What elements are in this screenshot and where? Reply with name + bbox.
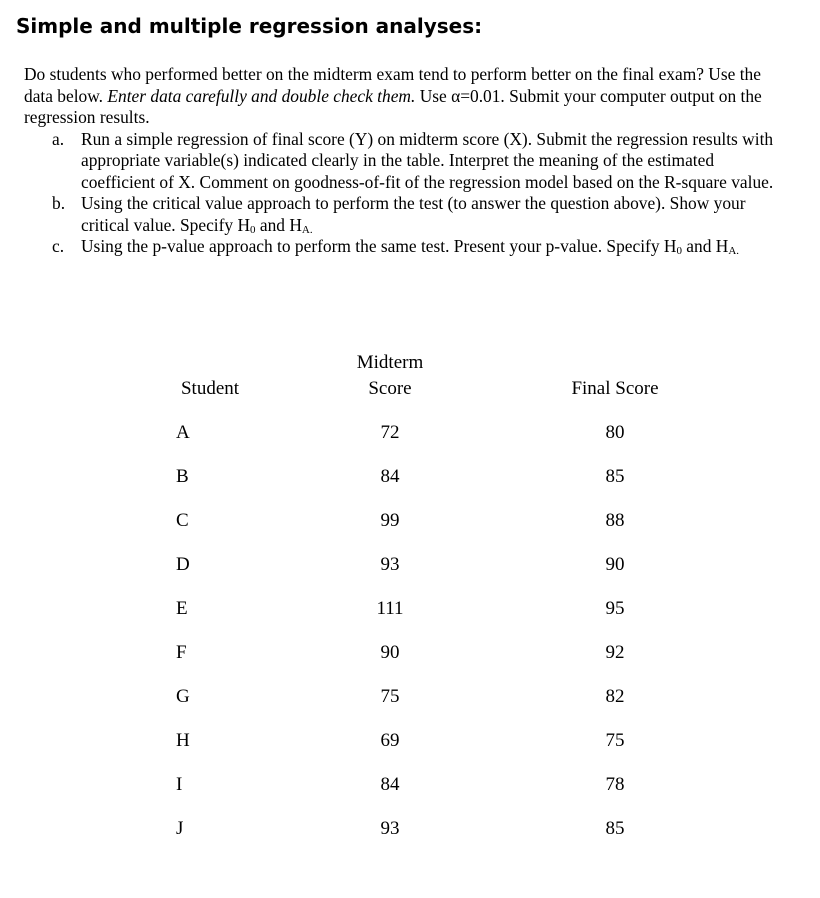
part-c <box>24 236 784 258</box>
part-c-sub-0: 0 <box>676 245 682 257</box>
header-student: Student <box>180 378 240 399</box>
cell-student: E <box>176 598 188 619</box>
part-b-mid: and H <box>255 214 302 235</box>
intro-emphasis: Enter data carefully and double check them. <box>107 85 416 106</box>
assignment-text <box>24 64 784 258</box>
header-midterm-line2: Score <box>368 378 412 399</box>
part-a-text: Run a simple regression of final score (Y) on midterm score (X). Submit the regression results with appropriate variable(s) indicated clearly in the table. Interpret the meaning of the estimated coefficient of X. Comment on goodness-of-fit of the regression model based on the R-square value. <box>81 128 774 192</box>
cell-student: I <box>176 774 183 795</box>
part-c-mid: and H <box>681 236 729 256</box>
part-a <box>24 129 784 194</box>
table-row <box>0 772 820 798</box>
cell-student: A <box>176 422 190 443</box>
cell-final: 85 <box>605 818 625 839</box>
cell-final: 95 <box>605 598 625 619</box>
part-b-marker: b. <box>52 193 66 213</box>
cell-student: J <box>176 818 184 839</box>
part-c-marker: c. <box>52 236 65 256</box>
cell-student: B <box>176 466 189 487</box>
question-parts <box>24 129 784 258</box>
part-a-marker: a. <box>52 128 65 149</box>
cell-final: 90 <box>605 554 625 575</box>
table-row <box>0 684 820 710</box>
cell-midterm: 84 <box>380 466 400 487</box>
part-c-sub-a: A. <box>728 245 740 257</box>
table-row <box>0 816 820 842</box>
table-row <box>0 640 820 666</box>
cell-student: D <box>176 554 190 575</box>
cell-midterm: 84 <box>380 774 400 795</box>
cell-student: H <box>176 730 190 751</box>
cell-midterm: 99 <box>380 510 400 531</box>
table-row <box>0 420 820 446</box>
table-row <box>0 596 820 622</box>
cell-final: 78 <box>605 774 625 795</box>
cell-midterm: 72 <box>380 422 400 443</box>
table-row <box>0 552 820 578</box>
cell-midterm: 93 <box>380 554 400 575</box>
part-b-sub-a: A. <box>301 223 313 236</box>
cell-midterm: 111 <box>376 598 404 619</box>
table-row <box>0 508 820 534</box>
cell-midterm: 69 <box>380 730 400 751</box>
cell-student: G <box>176 686 190 707</box>
part-b-text: Using the critical value approach to perform the test (to answer the question above). Show your critical value. Specify H <box>81 193 746 235</box>
part-c-text: Using the p-value approach to perform the same test. Present your p-value. Specify H <box>81 236 677 256</box>
cell-midterm: 90 <box>380 642 400 663</box>
cell-student: C <box>176 510 189 531</box>
cell-student: F <box>176 642 187 663</box>
intro-lead: Do students who performed better on the midterm exam tend to perform better on the final exam? Use the data below. <box>24 64 761 106</box>
cell-midterm: 93 <box>380 818 400 839</box>
intro-tail: Use α=0.01. Submit your computer output on the regression results. <box>24 85 762 127</box>
cell-final: 80 <box>605 422 625 443</box>
cell-final: 75 <box>605 730 625 751</box>
cell-final: 85 <box>605 466 625 487</box>
table-row <box>0 728 820 754</box>
cell-final: 82 <box>605 686 625 707</box>
intro-paragraph <box>24 64 784 129</box>
table-row <box>0 464 820 490</box>
cell-midterm: 75 <box>380 686 400 707</box>
header-midterm-line1: Midterm <box>356 352 424 373</box>
header-final: Final Score <box>571 378 659 399</box>
part-b <box>24 193 784 236</box>
cell-final: 88 <box>605 510 625 531</box>
page-title: Simple and multiple regression analyses: <box>16 14 483 38</box>
part-b-sub-0: 0 <box>250 223 256 236</box>
header-midterm <box>320 350 460 402</box>
cell-final: 92 <box>605 642 625 663</box>
